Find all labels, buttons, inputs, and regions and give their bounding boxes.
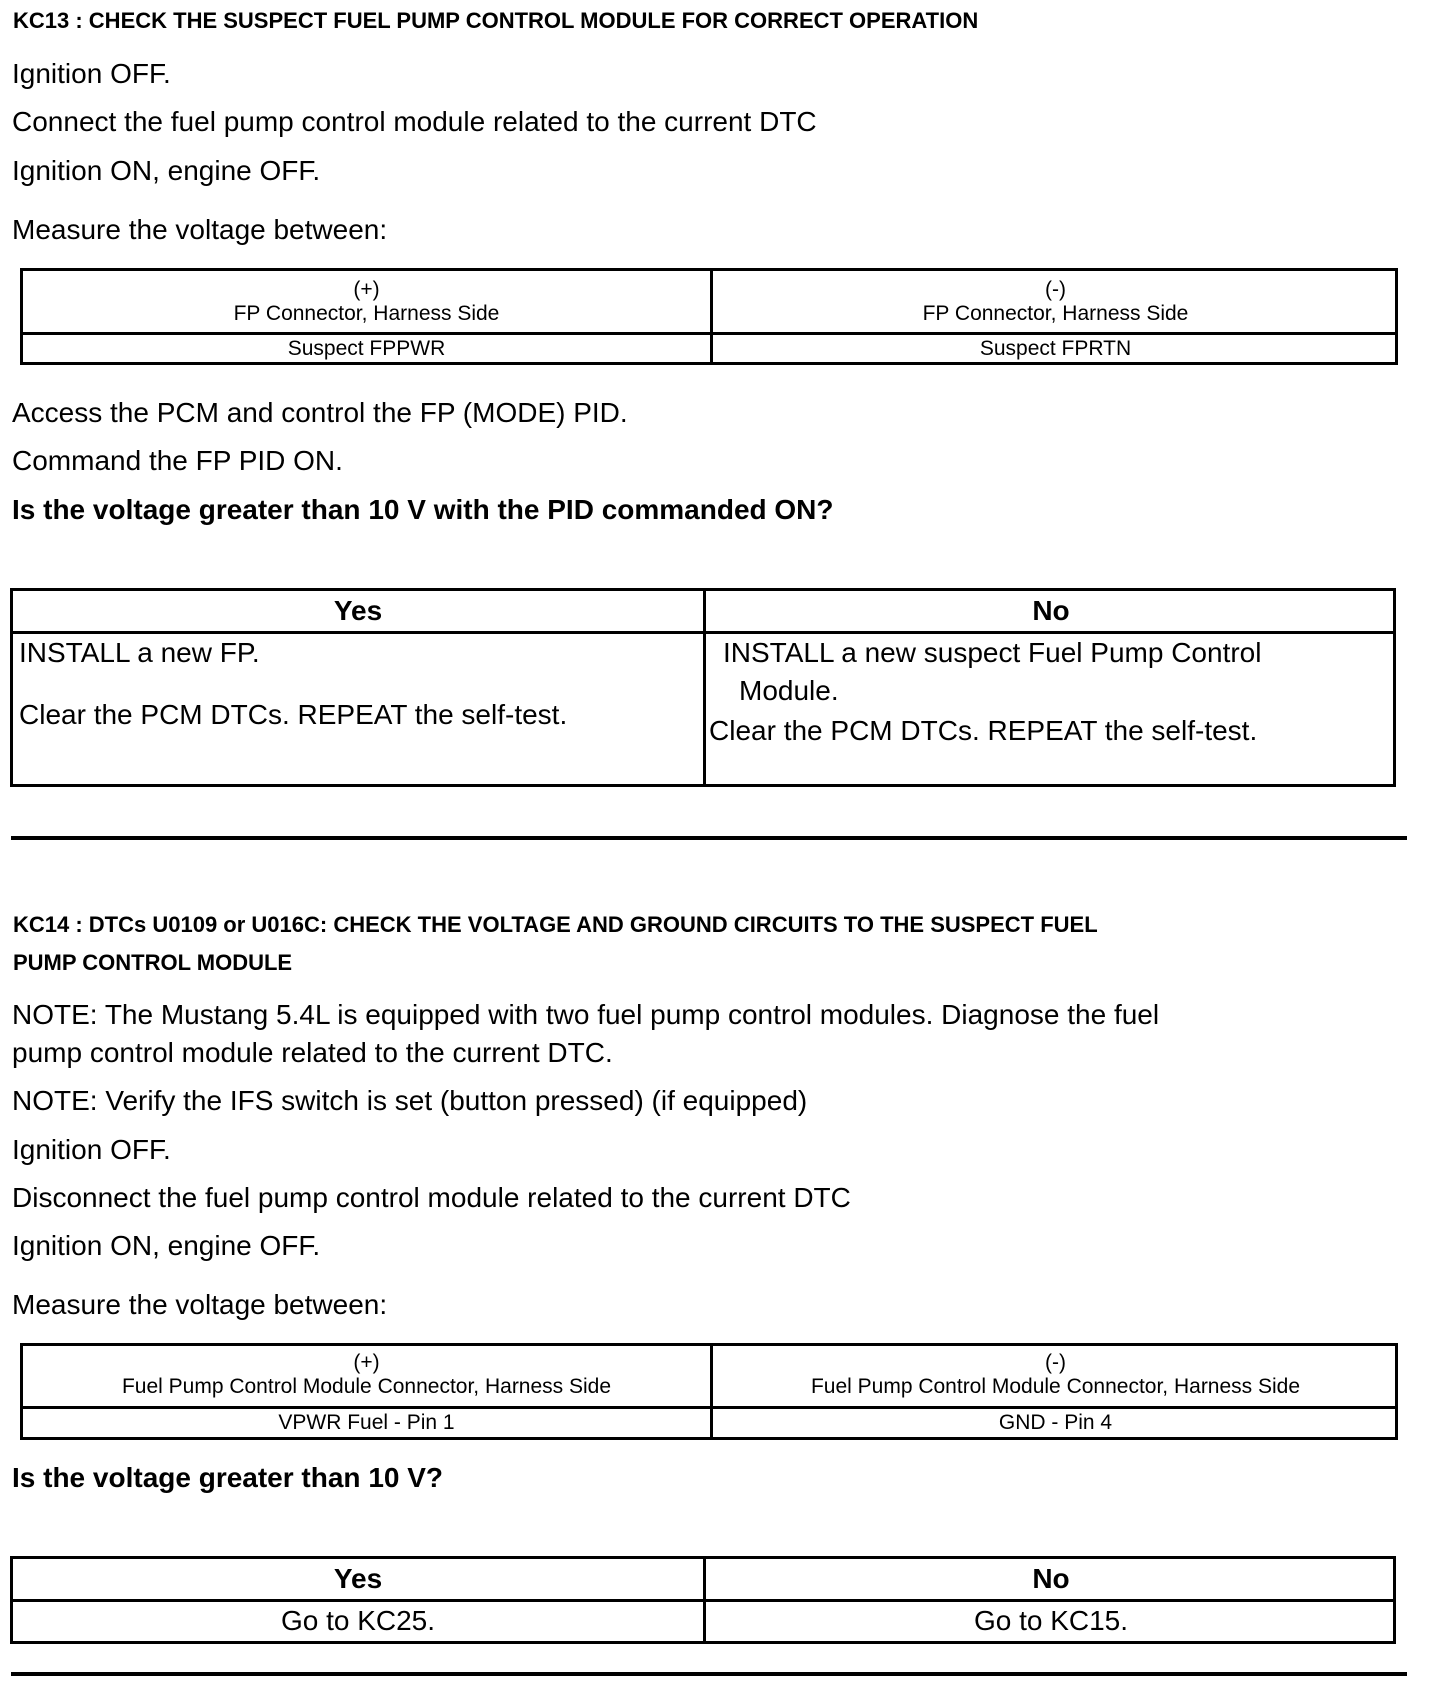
note: NOTE: The Mustang 5.4L is equipped with two fuel pump control modules. Diagnose the fuel (12, 999, 1160, 1030)
yes-action: Go to KC25. (280, 1605, 436, 1636)
step: Measure the voltage between: (12, 1289, 388, 1320)
no-action: INSTALL a new suspect Fuel Pump Control (723, 637, 1262, 668)
step: Measure the voltage between: (12, 214, 388, 245)
no-action: Clear the PCM DTCs. REPEAT the self-test. (709, 715, 1258, 746)
neg-header: (-) Fuel Pump Control Module Connector, Harness Side (810, 1351, 1301, 1398)
yes-action: INSTALL a new FP. (19, 637, 260, 668)
yes-action: Clear the PCM DTCs. REPEAT the self-test. (19, 699, 568, 730)
step: Ignition ON, engine OFF. (12, 155, 321, 186)
section-divider (11, 836, 1407, 840)
kc13-question: Is the voltage greater than 10 V with the PID commanded ON? (12, 494, 834, 525)
step: Access the PCM and control the FP (MODE) PID. (12, 397, 628, 428)
pos-value: Suspect FPPWR (287, 337, 446, 360)
neg-value: Suspect FPRTN (979, 337, 1132, 360)
yes-header: Yes (333, 1563, 383, 1594)
no-header: No (1032, 595, 1070, 626)
step: Disconnect the fuel pump control module related to the current DTC (12, 1182, 851, 1213)
pos-header: (+) Fuel Pump Control Module Connector, Harness Side (121, 1351, 612, 1398)
neg-value: GND - Pin 4 (998, 1411, 1113, 1434)
kc13-title: KC13 : CHECK THE SUSPECT FUEL PUMP CONTROL MODULE FOR CORRECT OPERATION (13, 8, 979, 33)
no-action: Module. (739, 675, 839, 706)
section-divider (11, 1672, 1407, 1676)
step: Command the FP PID ON. (12, 445, 343, 476)
step: Ignition OFF. (12, 58, 171, 89)
yes-header: Yes (333, 595, 383, 626)
neg-header: (-) FP Connector, Harness Side (922, 278, 1189, 325)
no-header: No (1032, 1563, 1070, 1594)
no-action: Go to KC15. (973, 1605, 1129, 1636)
kc14-question: Is the voltage greater than 10 V? (12, 1462, 444, 1493)
step: Connect the fuel pump control module related to the current DTC (12, 106, 817, 137)
pos-value: VPWR Fuel - Pin 1 (278, 1411, 455, 1434)
step: Ignition OFF. (12, 1134, 171, 1165)
kc14-title: PUMP CONTROL MODULE (13, 950, 293, 975)
kc13-measure-table (20, 268, 1398, 365)
step: Ignition ON, engine OFF. (12, 1230, 321, 1261)
note: pump control module related to the current DTC. (12, 1037, 613, 1068)
kc14-answer-table (10, 1556, 1396, 1644)
pos-header: (+) FP Connector, Harness Side (233, 278, 500, 325)
kc13-answer-table (10, 588, 1396, 787)
note: NOTE: Verify the IFS switch is set (button pressed) (if equipped) (12, 1085, 808, 1116)
kc14-title: KC14 : DTCs U0109 or U016C: CHECK THE VOLTAGE AND GROUND CIRCUITS TO THE SUSPECT FUEL (13, 912, 1098, 937)
kc14-measure-table (20, 1343, 1398, 1440)
